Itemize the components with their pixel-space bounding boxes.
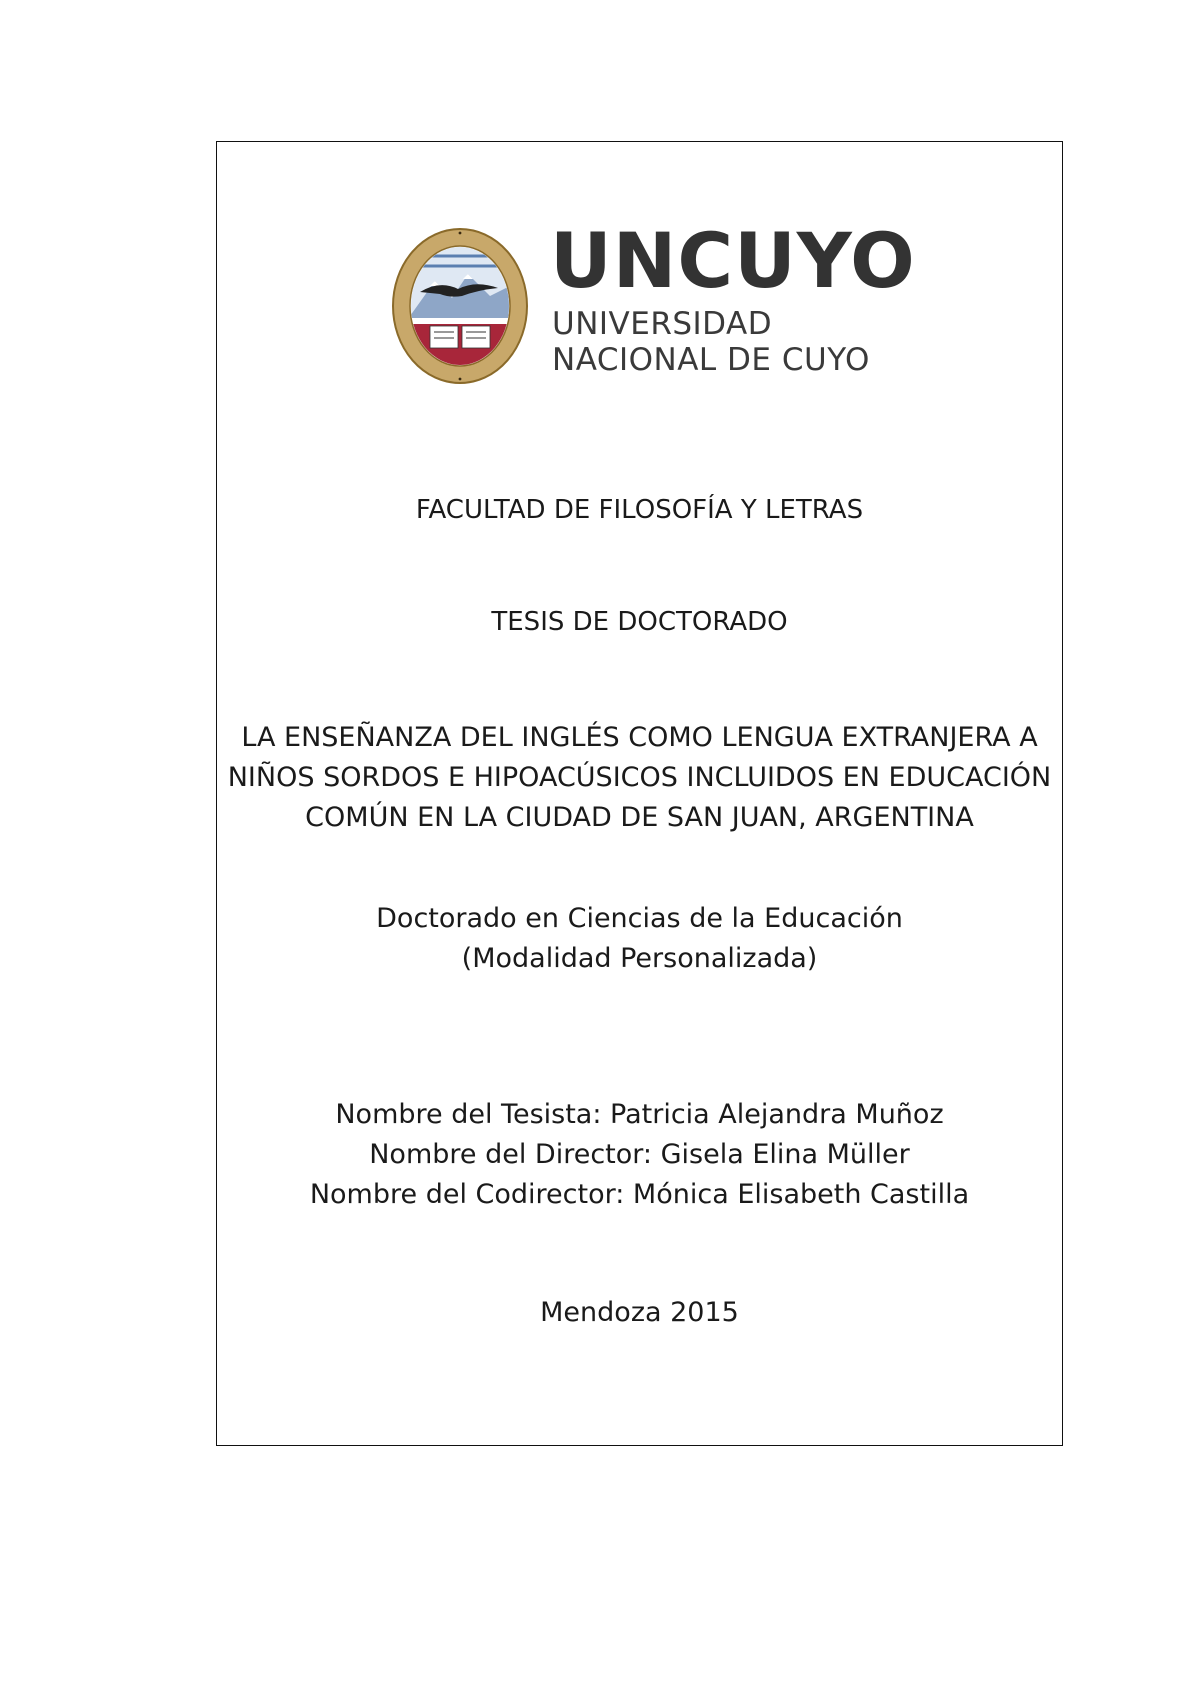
place-and-date: Mendoza 2015 [540,1297,739,1328]
director-name: Nombre del Director: Gisela Elina Müller [369,1139,910,1170]
program-line-1: Doctorado en Ciencias de la Educación [376,903,903,934]
university-seal-icon [390,226,530,386]
faculty-heading: FACULTAD DE FILOSOFÍA Y LETRAS [415,495,864,525]
logo-subtitle-line2: NACIONAL DE CUYO [552,342,870,378]
program-line-2: (Modalidad Personalizada) [461,943,818,974]
logo-name: UNCUYO [550,216,916,305]
university-wordmark [550,216,916,390]
thesis-title-line-3: COMÚN EN LA CIUDAD DE SAN JUAN, ARGENTINA [305,802,974,833]
university-logo [390,216,916,390]
tesista-name: Nombre del Tesista: Patricia Alejandra Muñoz [335,1099,944,1130]
thesis-type-heading: TESIS DE DOCTORADO [491,607,788,637]
thesis-title-line-1: LA ENSEÑANZA DEL INGLÉS COMO LENGUA EXTRANJERA A [241,722,1038,753]
logo-subtitle-line1: UNIVERSIDAD [552,306,773,342]
thesis-title-line-2: NIÑOS SORDOS E HIPOACÚSICOS INCLUIDOS EN EDUCACIÓN [227,762,1052,793]
codirector-name: Nombre del Codirector: Mónica Elisabeth Castilla [309,1179,970,1210]
